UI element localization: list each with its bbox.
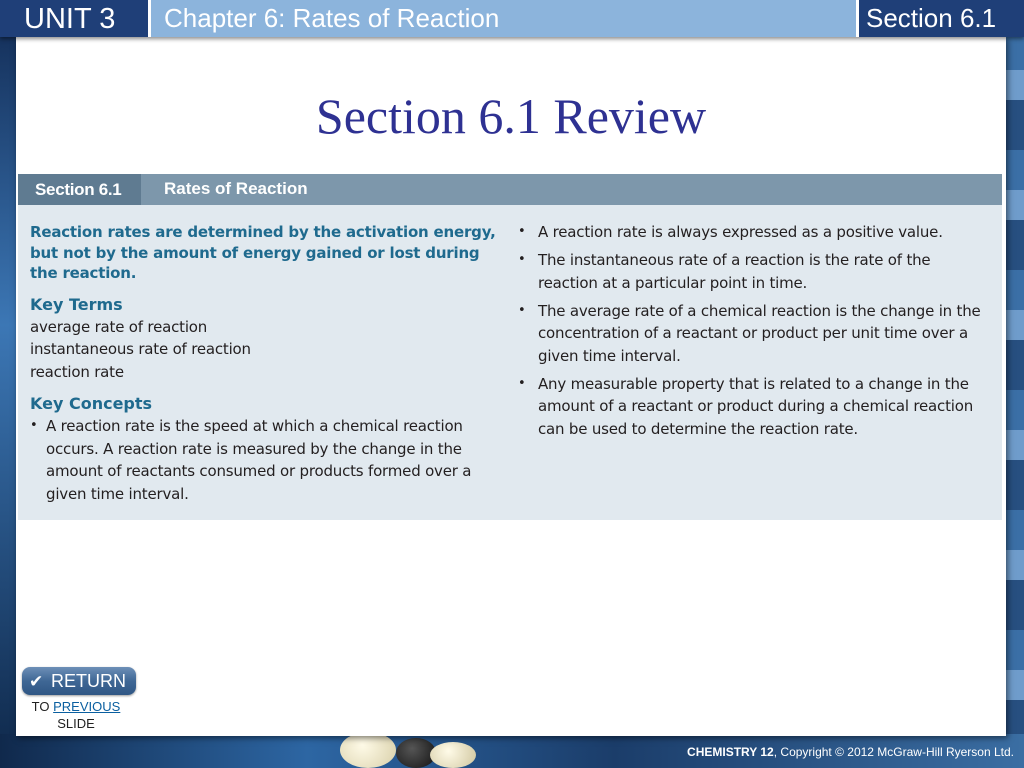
unit-label: UNIT 3 — [0, 0, 148, 37]
copyright-footer — [687, 745, 1014, 759]
return-button-label: RETURN — [51, 671, 126, 691]
key-concept-item: • Any measurable property that is related to a change in the amount of a reactant or product during a chemical reaction can be used to determine the reaction rate. — [518, 373, 990, 441]
key-term-item: average rate of reaction — [30, 317, 208, 336]
review-panel — [18, 174, 1002, 520]
return-button[interactable] — [22, 667, 136, 695]
key-concepts-heading: Key Concepts — [30, 394, 153, 413]
key-concepts-list-right — [518, 221, 990, 440]
slide-header — [0, 0, 1024, 37]
slide-content — [16, 37, 1006, 736]
key-concept-item: • A reaction rate is always expressed as a positive value. — [518, 221, 990, 244]
key-concept-item: • A reaction rate is the speed at which a chemical reaction occurs. A reaction rate is measured by the change in the amount of reactants consumed or products formed over a given time interval. — [30, 415, 500, 505]
section-label: Section 6.1 — [859, 0, 1024, 37]
key-term-item: reaction rate — [30, 362, 124, 381]
return-note-suffix: SLIDE — [57, 716, 95, 731]
return-note — [16, 698, 136, 732]
page-title: Section 6.1 Review — [315, 88, 707, 144]
key-concept-item: • The instantaneous rate of a reaction is the rate of the reaction at a particular point in time. — [518, 249, 990, 294]
previous-slide-link[interactable]: PREVIOUS — [53, 699, 121, 714]
key-terms-list — [30, 316, 500, 384]
key-concept-item: • The average rate of a chemical reaction is the change in the concentration of a reactant or product per unit time over a given time interval. — [518, 300, 990, 368]
review-section-tag: Section 6.1 — [18, 174, 141, 205]
molecule-atom-decoration — [340, 732, 396, 768]
review-left-column — [30, 222, 500, 510]
return-note-prefix: TO — [31, 699, 50, 714]
review-right-column — [518, 221, 990, 446]
chapter-title: Chapter 6: Rates of Reaction — [151, 0, 856, 37]
key-term-item: instantaneous rate of reaction — [30, 340, 251, 358]
review-panel-header — [18, 174, 1002, 205]
review-section-title: Rates of Reaction — [164, 179, 308, 198]
main-idea-text: Reaction rates are determined by the activation energy, but not by the amount of energy gained or lost during the reaction. — [30, 223, 496, 282]
check-arrow-icon: ✔ — [29, 672, 44, 691]
book-title: CHEMISTRY 12 — [687, 745, 774, 759]
key-concepts-list-left — [30, 415, 500, 505]
molecule-atom-decoration — [430, 742, 476, 768]
key-terms-heading: Key Terms — [30, 294, 123, 314]
copyright-text: , Copyright © 2012 McGraw-Hill Ryerson Ltd. — [773, 745, 1014, 759]
background-left-strip — [0, 30, 16, 768]
